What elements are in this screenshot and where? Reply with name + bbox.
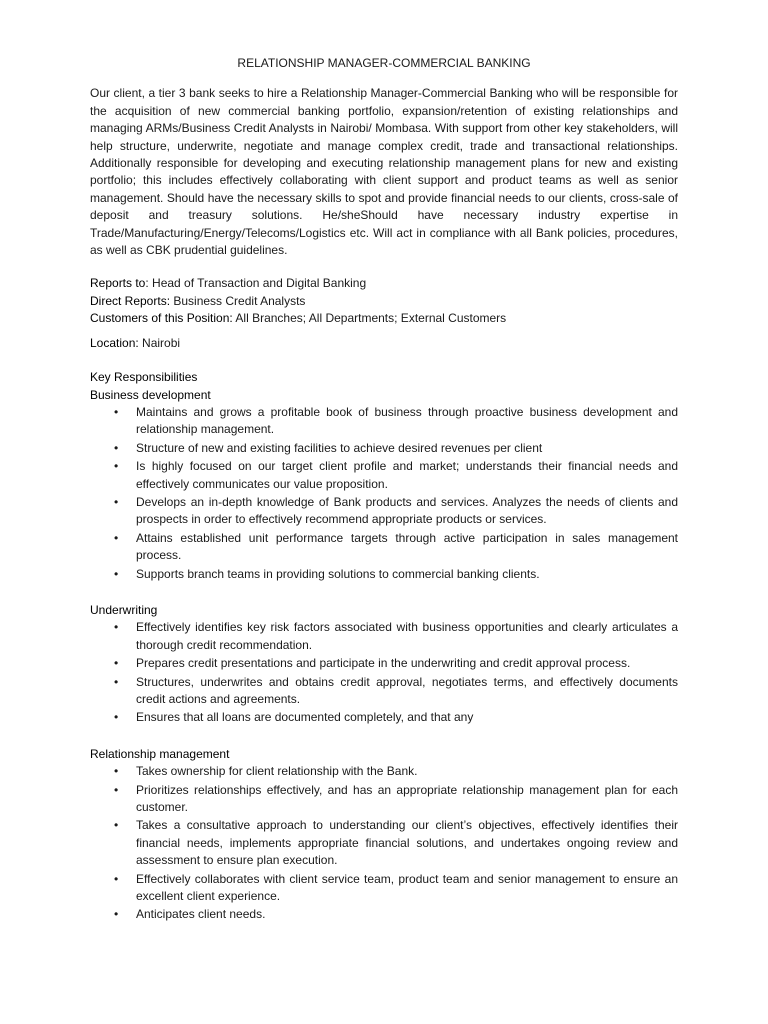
bullet-icon: • (114, 674, 119, 689)
bullet-icon: • (114, 818, 119, 833)
section-spacer (90, 728, 678, 746)
reports-to-value: : Head of Transaction and Digital Banking (145, 276, 367, 291)
relationship-management-list (90, 763, 678, 924)
bullet-icon: • (114, 710, 119, 725)
list-item (90, 906, 678, 923)
list-item-text: Effectively collaborates with client service team, product team and senior management to ensure an excellent client experience. (136, 871, 678, 904)
list-item-text: Prioritizes relationships effectively, and has an appropriate relationship management plan for each customer. (136, 782, 678, 815)
location-value: Nairobi (138, 335, 181, 350)
bullet-icon: • (114, 494, 119, 509)
list-item (90, 530, 678, 565)
bullet-icon: • (114, 656, 119, 671)
intro-paragraph: Our client, a tier 3 bank seeks to hire a Relationship Manager-Commercial Banking who will be responsible for the acquisition of new commercial banking portfolio, expansion/retention of existing relationships and managing ARMs/Business Credit Analysts in Nairobi/ Mombasa. With support from other key stakeholders, will help structure, underwrite, negotiate and manage complex credit, trade and transactional relationships. Additionally responsible for developing and executing relationship management plans for new and existing portfolio; this includes effectively collaborating with client support and product teams as well as senior management. Should have the necessary skills to spot and provide financial needs to our clients, cross-sale of deposit and treasury solutions. He/sheShould have necessary industry expertise in Trade/Manufacturing/Energy/Telecoms/Logistics etc. Will act in compliance with all Bank policies, procedures, as well as CBK prudential guidelines. (90, 86, 678, 258)
business-development-list (90, 404, 678, 583)
list-item-text: Prepares credit presentations and participate in the underwriting and credit approval process. (136, 656, 631, 671)
customers-label: Customers of this Position: (90, 311, 233, 326)
list-item (90, 566, 678, 583)
list-item-text: Is highly focused on our target client profile and market; understands their financial needs and effectively communicates our value proposition. (136, 459, 678, 491)
list-item-text: Structure of new and existing facilities to achieve desired revenues per client (136, 440, 543, 455)
list-item-text: Takes ownership for client relationship with the Bank. (136, 764, 418, 779)
relationship-management-heading: Relationship management (90, 746, 230, 761)
list-item (90, 440, 678, 457)
bullet-icon: • (114, 782, 119, 797)
reports-to-row (90, 275, 678, 292)
bullet-icon: • (114, 620, 119, 635)
location-row (90, 335, 678, 352)
underwriting-heading: Underwriting (90, 602, 158, 617)
location-label: Location: (90, 335, 139, 350)
underwriting-list (90, 619, 678, 726)
list-item-text: Takes a consultative approach to understanding our client’s objectives, effectively identifies their financial needs, implements appropriate financial solutions, and undertakes ongoing review and assessment to ensure plan execution. (136, 818, 678, 868)
list-item (90, 674, 678, 709)
section-spacer (90, 584, 678, 602)
customers-value: All Branches; All Departments; External Customers (232, 311, 507, 326)
list-item-text: Supports branch teams in providing solutions to commercial banking clients. (136, 566, 540, 581)
business-development-heading: Business development (90, 387, 211, 402)
list-item (90, 763, 678, 780)
list-item-text: Effectively identifies key risk factors associated with business opportunities and clearly articulates a thorough credit recommendation. (136, 620, 678, 652)
list-item-text: Maintains and grows a profitable book of business through proactive business development and relationship management. (136, 404, 678, 437)
list-item (90, 871, 678, 906)
bullet-icon: • (114, 764, 119, 779)
direct-reports-label: Direct Reports: (90, 293, 171, 308)
bullet-icon: • (114, 566, 119, 581)
list-item (90, 458, 678, 493)
list-item-text: Develops an in-depth knowledge of Bank products and services. Analyzes the needs of clients and prospects in order to effectively recommend appropriate products or services. (136, 494, 678, 527)
list-item-text: Attains established unit performance targets through active participation in sales management process. (136, 530, 678, 563)
list-item (90, 404, 678, 439)
bullet-icon: • (114, 871, 119, 886)
bullet-icon: • (114, 404, 119, 419)
document-title: RELATIONSHIP MANAGER-COMMERCIAL BANKING (237, 56, 531, 70)
list-item (90, 655, 678, 672)
list-item (90, 619, 678, 654)
bullet-icon: • (114, 459, 119, 474)
list-item (90, 817, 678, 869)
direct-reports-value: Business Credit Analysts (170, 293, 306, 308)
bullet-icon: • (114, 440, 119, 455)
list-item (90, 782, 678, 817)
list-item-text: Anticipates client needs. (136, 907, 266, 922)
list-item-text: Structures, underwrites and obtains credit approval, negotiates terms, and effectively documents credit actions and agreements. (136, 674, 678, 706)
list-item-text: Ensures that all loans are documented completely, and that any (136, 710, 474, 725)
list-item (90, 709, 678, 726)
reports-to-label: Reports to (90, 276, 146, 291)
key-responsibilities-heading: Key Responsibilities (90, 370, 198, 385)
direct-reports-row (90, 293, 678, 310)
customers-row (90, 310, 678, 327)
bullet-icon: • (114, 530, 119, 545)
bullet-icon: • (114, 907, 119, 922)
list-item (90, 494, 678, 529)
